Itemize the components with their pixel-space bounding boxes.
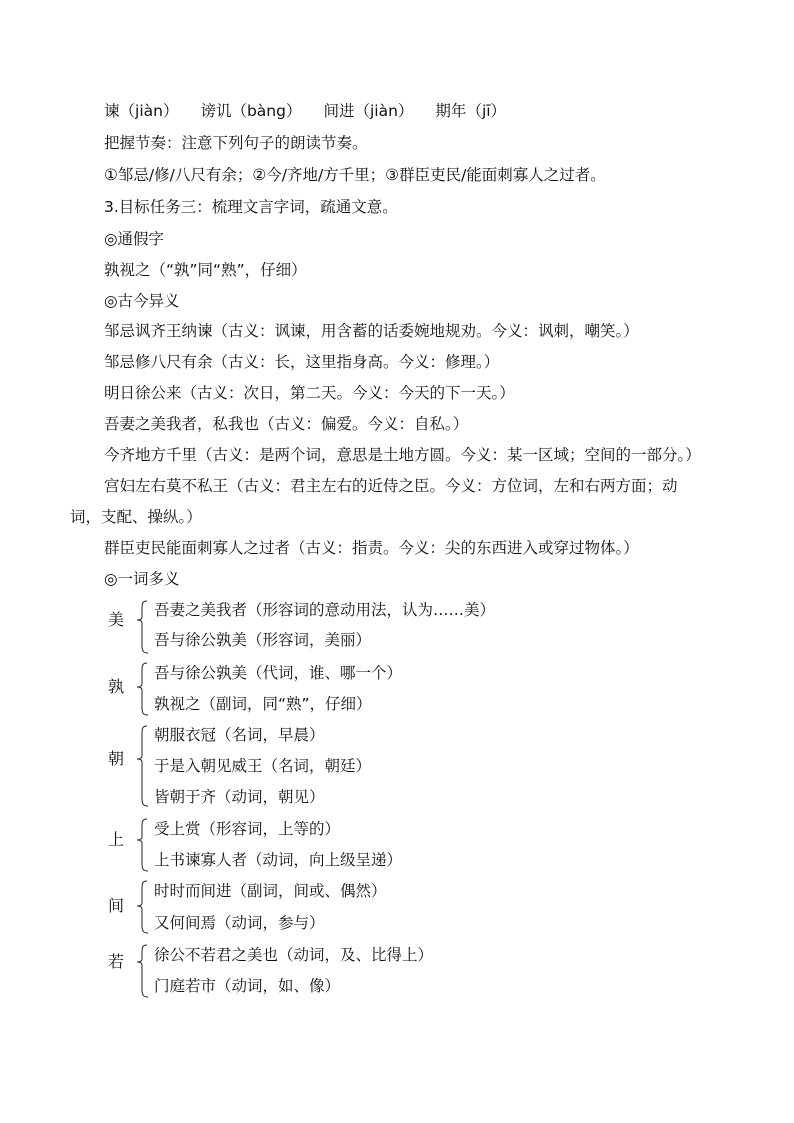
gujin-item-continuation: 词，支配、操纵。） [70,508,202,526]
gujin-item: 吾妻之美我者，私我也（古义：偏爱。今义：自私。） [104,415,469,433]
gujin-item: 宫妇左右莫不私王（古义：君主左右的近侍之臣。今义：方位词，左和右两方面；动 [104,477,678,495]
polysemy-item: 朝服衣冠（名词，早晨） [154,726,325,744]
section-heading-tongjia: ◎通假字 [104,230,165,248]
pinyin-item: 期年（jī） [435,102,507,120]
rhythm-examples: ①邹忌/修/八尺有余；②今/齐地/方千里；③群臣吏民/能面刺寡人之过者。 [104,166,606,184]
polysemy-char: 朝 [108,749,125,768]
polysemy-item: 门庭若市（动词，如、像） [154,977,341,995]
gujin-item: 群臣吏民能面刺寡人之过者（古义：指责。今义：尖的东西进入或穿过物体。） [104,539,639,557]
polysemy-item: 上书谏寡人者（动词，向上级呈递） [154,851,403,869]
gujin-item: 今齐地方千里（古义：是两个词，意思是土地方圆。今义：某一区域；空间的一部分。） [104,446,701,464]
gujin-item: 明日徐公来（古义：次日，第二天。今义：今天的下一天。） [104,384,515,402]
gujin-item: 邹忌讽齐王纳谏（古义：讽谏，用含蓄的话委婉地规劝。今义：讽刺，嘲笑。） [104,322,639,340]
polysemy-item: 孰视之（副词，同“熟”，仔细） [154,695,372,713]
polysemy-char: 美 [108,610,125,629]
pinyin-item: 谏（jiàn） [104,102,179,120]
section-heading-gujin: ◎古今异义 [104,292,180,310]
polysemy-item: 吾妻之美我者（形容词的意动用法，认为……美） [154,601,496,619]
brace-icon [132,660,152,718]
polysemy-item: 受上赏（形容词，上等的） [154,820,341,838]
brace-icon [132,598,152,656]
gujin-item: 邹忌修八尺有余（古义：长，这里指身高。今义：修理。） [104,353,500,371]
pinyin-item: 间进（jiàn） [323,102,414,120]
polysemy-char: 间 [108,896,125,915]
polysemy-item: 吾与徐公孰美（形容词，美丽） [154,631,372,649]
brace-icon [132,878,152,936]
task3-heading: 3.目标任务三：梳理文言字词，疏通文意。 [104,198,398,216]
brace-icon [132,723,152,809]
tongjia-item: 孰视之（“孰”同“熟”，仔细） [104,261,307,279]
brace-icon [132,942,152,1000]
polysemy-char: 孰 [108,677,125,696]
polysemy-char: 上 [108,830,125,849]
polysemy-char: 若 [108,952,125,971]
polysemy-item: 徐公不若君之美也（动词，及、比得上） [154,946,434,964]
pinyin-line [104,101,506,121]
section-heading-duoyi: ◎一词多义 [104,570,180,588]
polysemy-item: 于是入朝见威王（名词，朝廷） [154,757,372,775]
polysemy-item: 时时而间进（副词，间或、偶然） [154,882,387,900]
pinyin-item: 谤讥（bàng） [200,102,302,120]
polysemy-item: 又何间焉（动词，参与） [154,914,325,932]
brace-icon [132,816,152,874]
polysemy-item: 皆朝于齐（动词，朝见） [154,788,325,806]
polysemy-item: 吾与徐公孰美（代词，谁、哪一个） [154,664,403,682]
rhythm-title: 把握节奏：注意下列句子的朗读节奏。 [104,134,368,152]
